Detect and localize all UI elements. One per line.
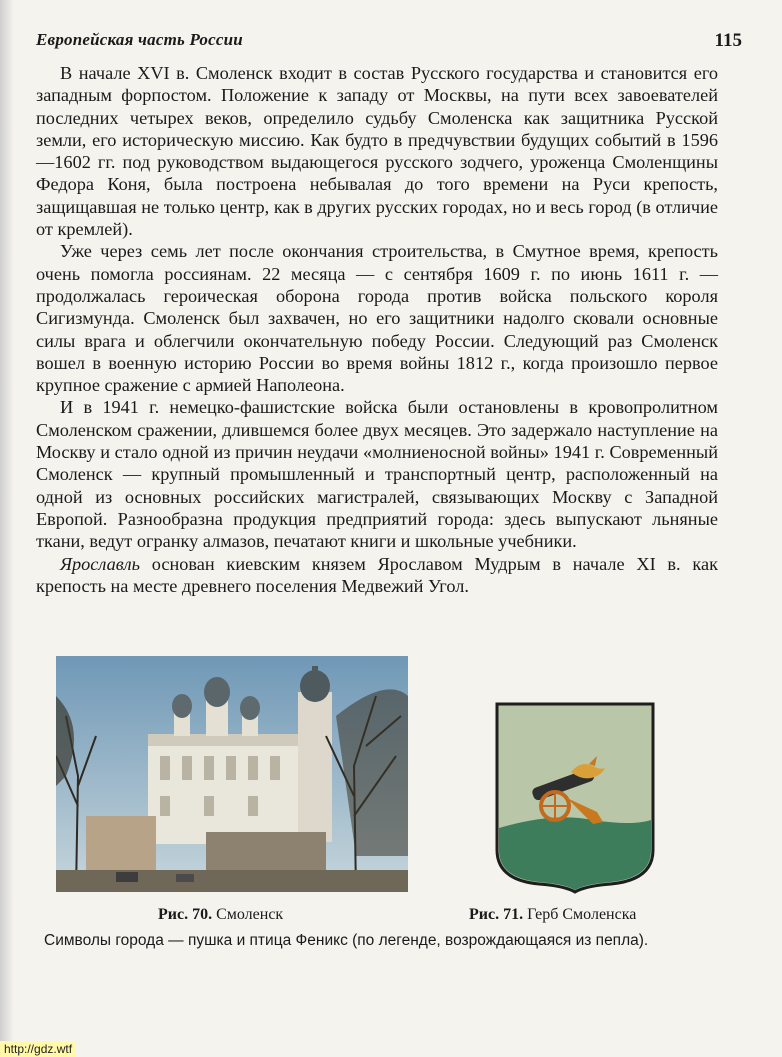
paragraph-1: [36, 62, 718, 240]
figure-caption-text: Герб Смоленска: [527, 906, 637, 923]
figure-label: Рис. 71.: [469, 906, 524, 923]
paragraph-4: [36, 553, 718, 598]
figure-note: Символы города — пушка и птица Феникс (по легенде, возрождающаяся из пепла).: [44, 932, 649, 949]
smolensk-photo: [56, 656, 408, 892]
watermark: http://gdz.wtf: [0, 1041, 76, 1057]
figure-70-caption: [158, 906, 283, 924]
paragraph-text: И в 1941 г. немецко-фашистские войска были остановлены в кровопролитном Смоленском сражении, длившемся более двух месяцев. Это задержало наступление на Москву и стало одной из причин неудачи «молниеносной войны» 1941 г. Современный Смоленск — крупный промышленный и транспортный центр, расположенный на одной из основных российских магистралей, связывающих Москву с Западной Европой. Разнообразна продукция предприятий города: здесь выпускают льняные ткани, ведут огранку алмазов, печатают книги и школьные учебники.: [36, 397, 718, 552]
paragraph-lead-term: Ярославль: [60, 553, 140, 574]
body-text: [36, 62, 718, 597]
section-title: Европейская часть России: [36, 30, 243, 49]
figure-label: Рис. 70.: [158, 906, 213, 923]
paragraph-text: основан киевским князем Ярославом Мудрым в начале XI в. как крепость на месте древнего поселения Медвежий Угол.: [36, 553, 718, 596]
page-number: 115: [714, 30, 742, 51]
figure-71-caption: [469, 906, 636, 924]
smolensk-coat-of-arms: [493, 700, 657, 894]
scan-edge: [0, 0, 14, 1057]
paragraph-3: [36, 396, 718, 552]
paragraph-text: Уже через семь лет после окончания строительства, в Смутное время, крепость очень помогла россиянам. 22 месяца — с сентября 1609 г. по июнь 1611 г. — продолжалась героическая оборона города против войска польского короля Сигизмунда. Смоленск был захвачен, но его защитники надолго сковали основные силы врага и облегчили окончательную победу России. Следующий раз Смоленск вошел в военную историю России во время войны 1812 г., когда произошло первое крупное сражение с армией Наполеона.: [36, 241, 718, 396]
figure-caption-text: Смоленск: [216, 906, 284, 923]
page-header: [36, 30, 742, 54]
paragraph-2: [36, 240, 718, 396]
paragraph-text: В начале XVI в. Смоленск входит в состав Русского государства и становится его западным форпостом. Положение к западу от Москвы, на пути всех завоевателей последних четырех веков, определило судьбу Смоленска как защитника Русской земли, его историческую миссию. Как будто в предчувствии будущих событий в 1596—1602 гг. под руководством выдающегося русского зодчего, уроженца Смоленщины Федора Коня, была построена небывалая до того времени на Руси крепость, защищавшая не только центр, как в других русских городах, но и весь город (в отличие от кремлей).: [36, 63, 718, 240]
